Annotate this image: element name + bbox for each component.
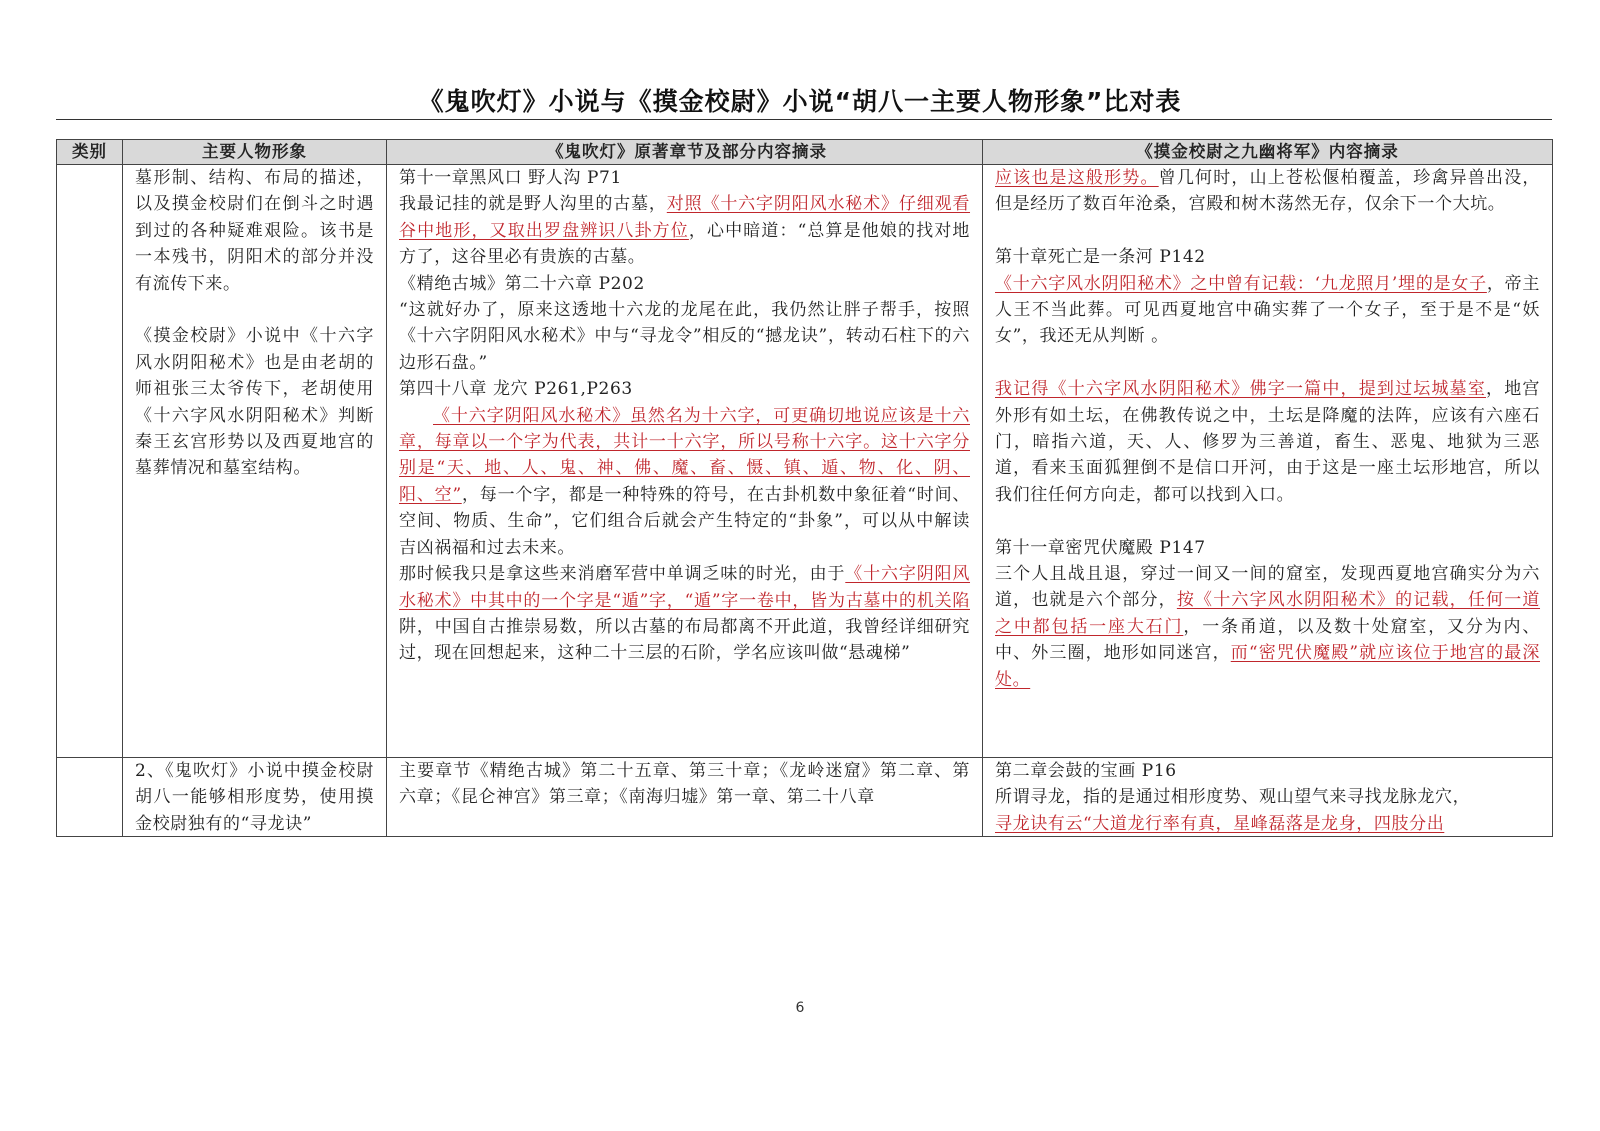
chapter-heading: 《精绝古城》第二十六章 P202	[399, 273, 645, 294]
header-original: 《鬼吹灯》原著章节及部分内容摘录	[387, 140, 983, 165]
highlighted-excerpt: 应该也是这般形势。	[995, 168, 1159, 188]
original-cell	[387, 165, 983, 758]
highlighted-excerpt: 寻龙诀有云“大道龙行率有真，星峰磊落是龙身，四肢分出	[995, 813, 1445, 834]
table-row	[57, 758, 1553, 837]
excerpt-text: ，帝主人王不当此葬。可见西夏地宫中确实葬了一个女子，至于是不是“妖女”，我还无从判断 。	[995, 273, 1540, 347]
page-title: 《鬼吹灯》小说与《摸金校尉》小说“胡八一主要人物形象”比对表	[418, 87, 1182, 116]
comparison-table	[56, 139, 1553, 837]
excerpt-paragraph	[995, 376, 1540, 508]
highlighted-excerpt: 《十六字阴阳风水秘术》虽然名为十六字，可更确切地说应该是十六章，每章以一个字为代表，共计一十六字，所以号称十六字。这十六字分别是“天、地、人、鬼、神、佛、魔、畜、慑、镇、遁、物、化、阴、阳、空”	[399, 405, 970, 505]
highlighted-excerpt: 而“密咒伏魔殿”就应该位于地宫的最深处。	[995, 643, 1540, 690]
excerpt-text: 那时候我只是拿这些来消磨军营中单调乏味的时光，由于	[399, 564, 846, 585]
excerpt-text: ，地宫外形有如土坛，在佛教传说之中，土坛是降魔的法阵，应该有六座石门，暗指六道，天、人、修罗为三善道，畜生、恶鬼、地狱为三恶道，看来玉面狐狸倒不是信口开河，由于这是一座土坛形地宫，所以我们往任何方向走，都可以找到入口。	[995, 379, 1540, 505]
compare-cell	[983, 165, 1553, 758]
excerpt-paragraph	[995, 165, 1540, 218]
highlighted-excerpt: 《十六字风水阴阳秘术》之中曾有记载：‘九龙照月’埋的是女子	[995, 273, 1487, 294]
original-cell	[387, 758, 983, 837]
excerpt-paragraph: 主要章节《精绝古城》第二十五章、第三十章；《龙岭迷窟》第二章、第六章；《昆仑神宫》第三章；《南海归墟》第一章、第二十八章	[399, 761, 970, 808]
category-cell	[57, 758, 123, 837]
highlighted-excerpt: 对照《十六字阴阳风水秘术》仔细观看谷中地形，又取出罗盘辨识八卦方位	[399, 194, 971, 241]
character-cell	[123, 758, 387, 837]
category-cell	[57, 165, 123, 758]
excerpt-text: ，一条甬道，以及数十处窟室，又分为内、中、外三圈，地形如同迷宫，	[995, 616, 1540, 664]
header-compare: 《摸金校尉之九幽将军》内容摘录	[983, 140, 1553, 165]
chapter-heading: 第二章会鼓的宝画 P16	[995, 761, 1177, 781]
highlighted-excerpt: 我记得《十六字风水阴阳秘术》佛字一篇中，提到过坛城墓室	[995, 379, 1487, 400]
chapter-heading: 第十一章密咒伏魔殿 P147	[995, 537, 1206, 558]
excerpt-paragraph: 所谓寻龙，指的是通过相形度势、观山望气来寻找龙脉龙穴，	[995, 787, 1471, 808]
excerpt-paragraph: “这就好办了，原来这透地十六龙的龙尾在此，我仍然让胖子帮手，按照《十六字阴阳风水秘术》中与“寻龙令”相反的“撼龙诀”，转动石柱下的六边形石盘。”	[399, 300, 970, 373]
excerpt-text: 我最记挂的就是野人沟里的古墓，	[399, 194, 667, 215]
excerpt-paragraph	[399, 561, 970, 667]
excerpt-paragraph	[995, 271, 1540, 350]
table-row	[57, 165, 1553, 758]
excerpt-text: 曾几何时，山上苍松偃柏覆盖，珍禽异兽出没，但是经历了数百年沧桑，宫殿和树木荡然无存，仅余下一个大坑。	[995, 168, 1540, 215]
highlighted-excerpt: 《十六字阴阳风水秘术》中其中的一个字是“遁”字，“遁”字一卷中，皆为古墓中的机关陷	[399, 564, 971, 611]
excerpt-paragraph	[399, 403, 970, 561]
chapter-heading: 第十一章黑风口 野人沟 P71	[399, 168, 622, 188]
chapter-heading: 第十章死亡是一条河 P142	[995, 247, 1206, 268]
character-cell	[123, 165, 387, 758]
header-character: 主要人物形象	[123, 140, 387, 165]
character-text: 《摸金校尉》小说中《十六字风水阴阳秘术》也是由老胡的师祖张三太爷传下，老胡使用《十六字风水阴阳秘术》判断秦王玄宫形势以及西夏地宫的墓葬情况和墓室结构。	[135, 326, 374, 479]
compare-cell	[983, 758, 1553, 837]
excerpt-text: 三个人且战且退，穿过一间又一间的窟室，发现西夏地宫确实分为六道，也就是六个部分，	[995, 564, 1540, 611]
excerpt-paragraph	[399, 191, 970, 270]
table-header-row	[57, 140, 1553, 165]
highlighted-excerpt: 按《十六字风水阴阳秘术》的记载，任何一道之中都包括一座大石门	[995, 590, 1541, 637]
character-text: 2、《鬼吹灯》小说中摸金校尉胡八一能够相形度势，使用摸金校尉独有的“寻龙诀”	[135, 761, 374, 834]
page-number: 6	[795, 1000, 805, 1016]
chapter-heading: 第四十八章 龙穴 P261,P263	[399, 379, 633, 400]
excerpt-text: 阱，中国自古推崇易数，所以古墓的布局都离不开此道，我曾经详细研究过，现在回想起来，这种二十三层的石阶，学名应该叫做“悬魂梯”	[399, 616, 970, 664]
excerpt-paragraph	[995, 561, 1540, 693]
title-rule	[56, 119, 1552, 120]
character-text: 墓形制、结构、布局的描述，以及摸金校尉们在倒斗之时遇到过的各种疑难艰险。该书是一本残书，阴阳术的部分并没有流传下来。	[135, 168, 374, 294]
excerpt-text: ，每一个字，都是一种特殊的符号，在古卦机数中象征着“时间、空间、物质、生命”，它们组合后就会产生特定的“卦象”，可以从中解读吉凶祸福和过去未来。	[399, 484, 970, 558]
excerpt-text: ，心中暗道：“总算是他娘的找对地方了，这谷里必有贵族的古墓。	[399, 220, 970, 268]
header-category: 类别	[57, 140, 123, 165]
